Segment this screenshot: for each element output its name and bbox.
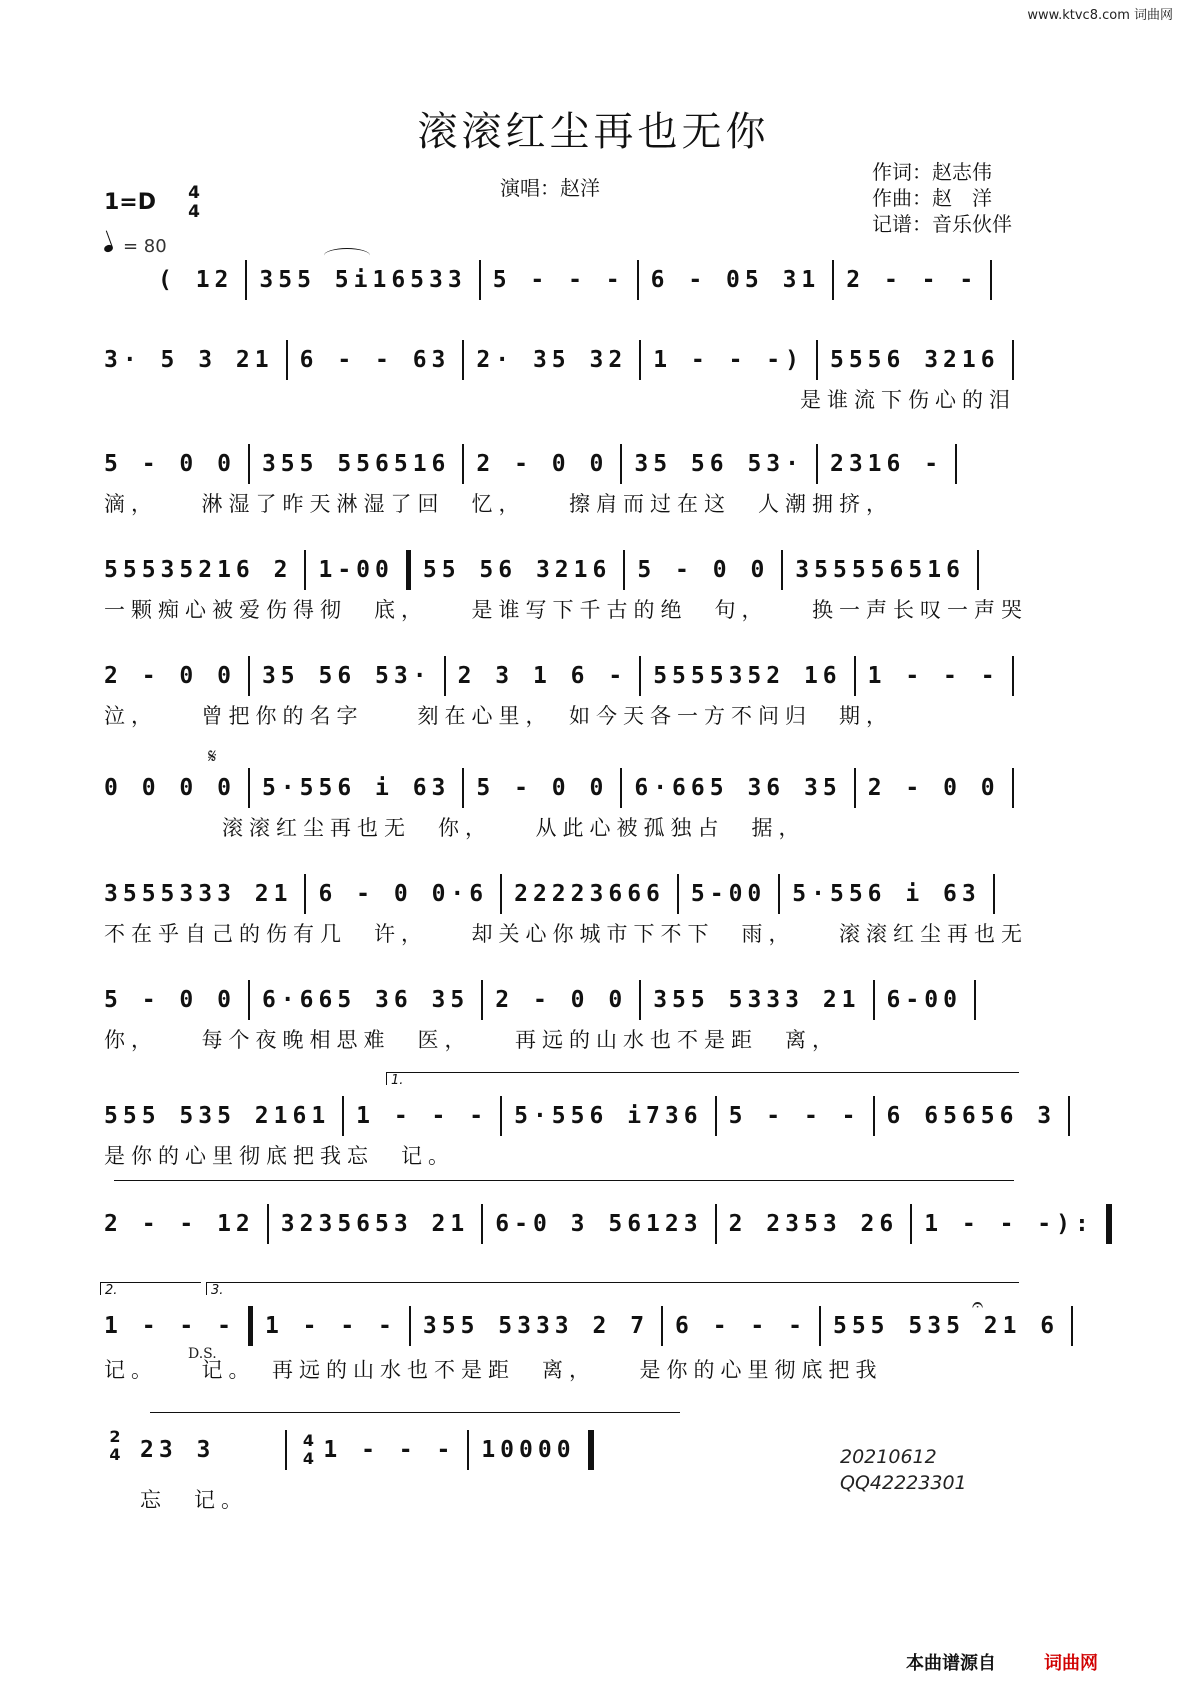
measure: 2316 - <box>829 451 944 477</box>
volta-label: 1. <box>391 1073 404 1088</box>
barline <box>778 874 780 914</box>
barline <box>639 340 641 380</box>
barline <box>639 980 641 1020</box>
barline <box>816 444 818 484</box>
barline <box>677 874 679 914</box>
measure: 22223666 <box>514 881 665 907</box>
measure: 6-0 3 56123 <box>495 1211 703 1237</box>
barline <box>286 340 288 380</box>
quarter-note-icon <box>103 244 114 254</box>
barline <box>267 1204 269 1244</box>
measure: 6-00 <box>886 987 962 1013</box>
barline <box>304 874 306 914</box>
measure: 5556 3216 <box>829 347 1000 373</box>
barline <box>248 768 250 808</box>
score-row-11 <box>0 1283 1187 1398</box>
barline <box>873 980 875 1020</box>
repeat-start-barline <box>500 1096 502 1136</box>
score-row-3 <box>0 446 1187 536</box>
barline <box>977 550 979 590</box>
score-row-9 <box>0 1073 1187 1188</box>
measure: 5 - 0 0 <box>104 987 236 1013</box>
barline <box>248 980 250 1020</box>
barline <box>409 1306 411 1346</box>
final-barline <box>588 1430 594 1470</box>
score-row-8 <box>0 982 1187 1072</box>
score-row-2 <box>0 342 1187 432</box>
volta-label: 2. <box>105 1283 118 1298</box>
barline <box>623 550 625 590</box>
barline <box>467 1430 469 1470</box>
barline <box>955 444 957 484</box>
lyrics-line: 你， 每个夜晚相思难 医， 再远的山水也不是距 离， <box>104 1028 839 1052</box>
barline <box>620 768 622 808</box>
barline <box>1068 1096 1070 1136</box>
lyrics-line: 是你的心里彻底把我忘 记。 <box>104 1144 455 1168</box>
slur-mark <box>324 248 370 263</box>
measure: 5·556 i736 <box>514 1103 703 1129</box>
barline <box>832 260 834 300</box>
measure: 5 - 0 0 <box>637 557 770 583</box>
barline <box>974 980 976 1020</box>
footer-site-logo[interactable]: 词曲网 <box>1044 1653 1098 1674</box>
time-signature <box>184 184 204 222</box>
barline <box>715 1096 717 1136</box>
time-sig-bottom: 4 <box>109 1445 121 1464</box>
measure: 5555352 16 <box>653 663 842 689</box>
measure: 6 - - - <box>675 1313 807 1339</box>
measure: 1 - - - <box>104 1313 236 1339</box>
measure: 1 - - -): <box>924 1211 1094 1237</box>
measure: 2 - 0 0 <box>104 663 236 689</box>
score-row-1 <box>0 262 1187 352</box>
barline <box>873 1096 875 1136</box>
lyrics-line: 是谁流下伤心的泪 <box>800 388 1016 412</box>
barline <box>481 1204 483 1244</box>
barline <box>661 1306 663 1346</box>
measure: 2 3 1 6 - <box>457 663 628 689</box>
barline <box>819 1306 821 1346</box>
measure: 1 - - -) <box>653 347 804 373</box>
measure: 6·665 36 35 <box>634 775 842 801</box>
barline <box>481 980 483 1020</box>
fermata-sign: 𝄐 <box>972 1292 984 1316</box>
key-signature: 1=D <box>104 190 157 215</box>
barline <box>462 340 464 380</box>
measure: 35 56 53· <box>634 451 804 477</box>
barline <box>462 768 464 808</box>
measure: 3· 5 3 21 <box>104 347 274 373</box>
barline <box>248 444 250 484</box>
barline <box>285 1430 287 1470</box>
song-title: 滚滚红尘再也无你 <box>417 109 770 155</box>
lyricist-credit: 作词：赵志伟 <box>872 160 992 184</box>
barline <box>500 874 502 914</box>
repeat-end-barline <box>1106 1204 1112 1244</box>
volta-bracket-3 <box>206 1282 1019 1298</box>
segno-sign: 𝄋 <box>208 744 217 768</box>
measure: 555 535 21 6 <box>832 1313 1060 1339</box>
measure: 2 - - - <box>846 267 979 293</box>
barline <box>1012 656 1014 696</box>
barline <box>620 444 622 484</box>
measure: 3555333 21 <box>104 881 293 907</box>
measure: 5·556 i 63 <box>261 775 451 801</box>
lyrics-line: 滴， 淋湿了昨天淋湿了回 忆， 擦肩而过在这 人潮拥挤， <box>104 492 893 516</box>
measure: 355 5i16533 <box>259 267 467 293</box>
barline <box>781 550 783 590</box>
lyrics-line: 记。 记。 再远的山水也不是距 离， 是你的心里彻底把我 <box>104 1358 883 1382</box>
time-sig-bottom: 4 <box>188 202 200 222</box>
lyrics-line: 不在乎自己的伤有几 许， 却关心你城市下不下 雨， 滚滚红尘再也无 <box>104 922 1028 946</box>
lyrics-line: 滚滚红尘再也无 你， 从此心被孤独占 据， <box>222 816 806 840</box>
barline <box>462 444 464 484</box>
measure: 5 - 0 0 <box>476 775 609 801</box>
measure: 2 2353 26 <box>728 1211 899 1237</box>
time-signature-4-4 <box>299 1432 317 1468</box>
volta-label: 3. <box>211 1283 224 1298</box>
measure: 5-00 <box>690 881 767 907</box>
tempo-marking <box>104 236 167 257</box>
measure: 2 - 0 0 <box>867 775 1000 801</box>
measure: 6 - - 63 <box>299 347 451 373</box>
measure: 55535216 2 <box>104 557 293 583</box>
transcriber-qq: QQ42223301 <box>840 1472 967 1494</box>
barline <box>993 874 995 914</box>
measure: 5·556 i 63 <box>792 881 981 907</box>
score-row-12 <box>0 1427 1187 1522</box>
measure: 6 - 05 31 <box>650 267 821 293</box>
tie-line <box>150 1412 680 1413</box>
barline <box>854 656 856 696</box>
measure: 1-00 <box>318 557 394 583</box>
time-sig-bottom: 4 <box>302 1449 314 1468</box>
measure: 1 - - - <box>323 1437 456 1463</box>
barline <box>248 656 250 696</box>
barline <box>854 768 856 808</box>
measure: 2 - 0 0 <box>476 451 609 477</box>
time-sig-top: 4 <box>302 1431 314 1450</box>
ds-marking: D.S. <box>188 1346 217 1362</box>
barline <box>479 260 481 300</box>
measure: 355 5333 21 <box>653 987 861 1013</box>
score-row-6 <box>0 744 1187 860</box>
composer-credit: 作曲：赵 洋 <box>872 186 992 210</box>
measure: 2· 35 32 <box>476 347 628 373</box>
measure: 0 0 0 0 <box>104 775 236 801</box>
lyrics-line: 忘 记。 <box>140 1488 248 1512</box>
measure: ( 12 <box>158 267 234 293</box>
measure: 6 65656 3 <box>886 1103 1057 1129</box>
measure: 2 - - 12 <box>104 1211 255 1237</box>
measure: 355 556516 <box>261 451 451 477</box>
measure: 23 3 <box>140 1437 216 1463</box>
measure: 6 - 0 0·6 <box>318 881 489 907</box>
tempo-value: = 80 <box>123 236 167 257</box>
measure: 5 - - - <box>492 267 625 293</box>
lyrics-line: 泣， 曾把你的名字 刻在心里， 如今天各一方不问归 期， <box>104 704 893 728</box>
singer-credit: 演唱：赵洋 <box>500 176 600 200</box>
measure: 6·665 36 35 <box>261 987 470 1013</box>
measure: 555 535 2161 <box>104 1103 331 1129</box>
transcription-date: 20210612 <box>840 1446 937 1468</box>
measure: 10000 <box>481 1437 576 1463</box>
measure: 2 - 0 0 <box>495 987 628 1013</box>
barline <box>910 1204 912 1244</box>
barline <box>245 260 247 300</box>
measure: 355556516 <box>795 557 965 583</box>
volta-continuation-line <box>114 1180 1014 1181</box>
double-barline <box>248 1306 253 1346</box>
score-row-4 <box>0 552 1187 642</box>
lyrics-line: 一颗痴心被爱伤得彻 底， 是谁写下千古的绝 句， 换一声长叹一声哭 <box>104 598 1028 622</box>
measure: 355 5333 2 7 <box>422 1313 650 1339</box>
measure: 3235653 21 <box>280 1211 470 1237</box>
measure: 1 - - - <box>356 1103 489 1129</box>
measure: 5 - 0 0 <box>104 451 236 477</box>
time-signature-2-4 <box>106 1428 124 1464</box>
barline <box>1071 1306 1073 1346</box>
barline <box>715 1204 717 1244</box>
barline <box>639 656 641 696</box>
measure: 1 - - - <box>264 1313 397 1339</box>
footer-source-label: 本曲谱源自 <box>906 1653 996 1674</box>
barline <box>444 656 446 696</box>
barline <box>1012 340 1014 380</box>
score-row-7 <box>0 876 1187 966</box>
measure: 55 56 3216 <box>422 557 612 583</box>
site-url: www.ktvc8.com 词曲网 <box>1027 8 1173 23</box>
score-row-5 <box>0 658 1187 748</box>
barline <box>637 260 639 300</box>
barline <box>816 340 818 380</box>
barline <box>342 1096 344 1136</box>
barline <box>304 550 306 590</box>
measure: 35 56 53· <box>261 663 432 689</box>
measure: 5 - - - <box>728 1103 861 1129</box>
barline <box>1012 768 1014 808</box>
transcriber-credit: 记谱：音乐伙伴 <box>872 212 1012 236</box>
repeat-start-barline <box>406 550 411 590</box>
volta-bracket-2 <box>100 1282 201 1298</box>
measure: 1 - - - <box>867 663 1000 689</box>
barline <box>990 260 992 300</box>
time-sig-top: 2 <box>109 1427 121 1446</box>
volta-bracket-1 <box>386 1072 1019 1088</box>
time-sig-top: 4 <box>188 183 200 203</box>
